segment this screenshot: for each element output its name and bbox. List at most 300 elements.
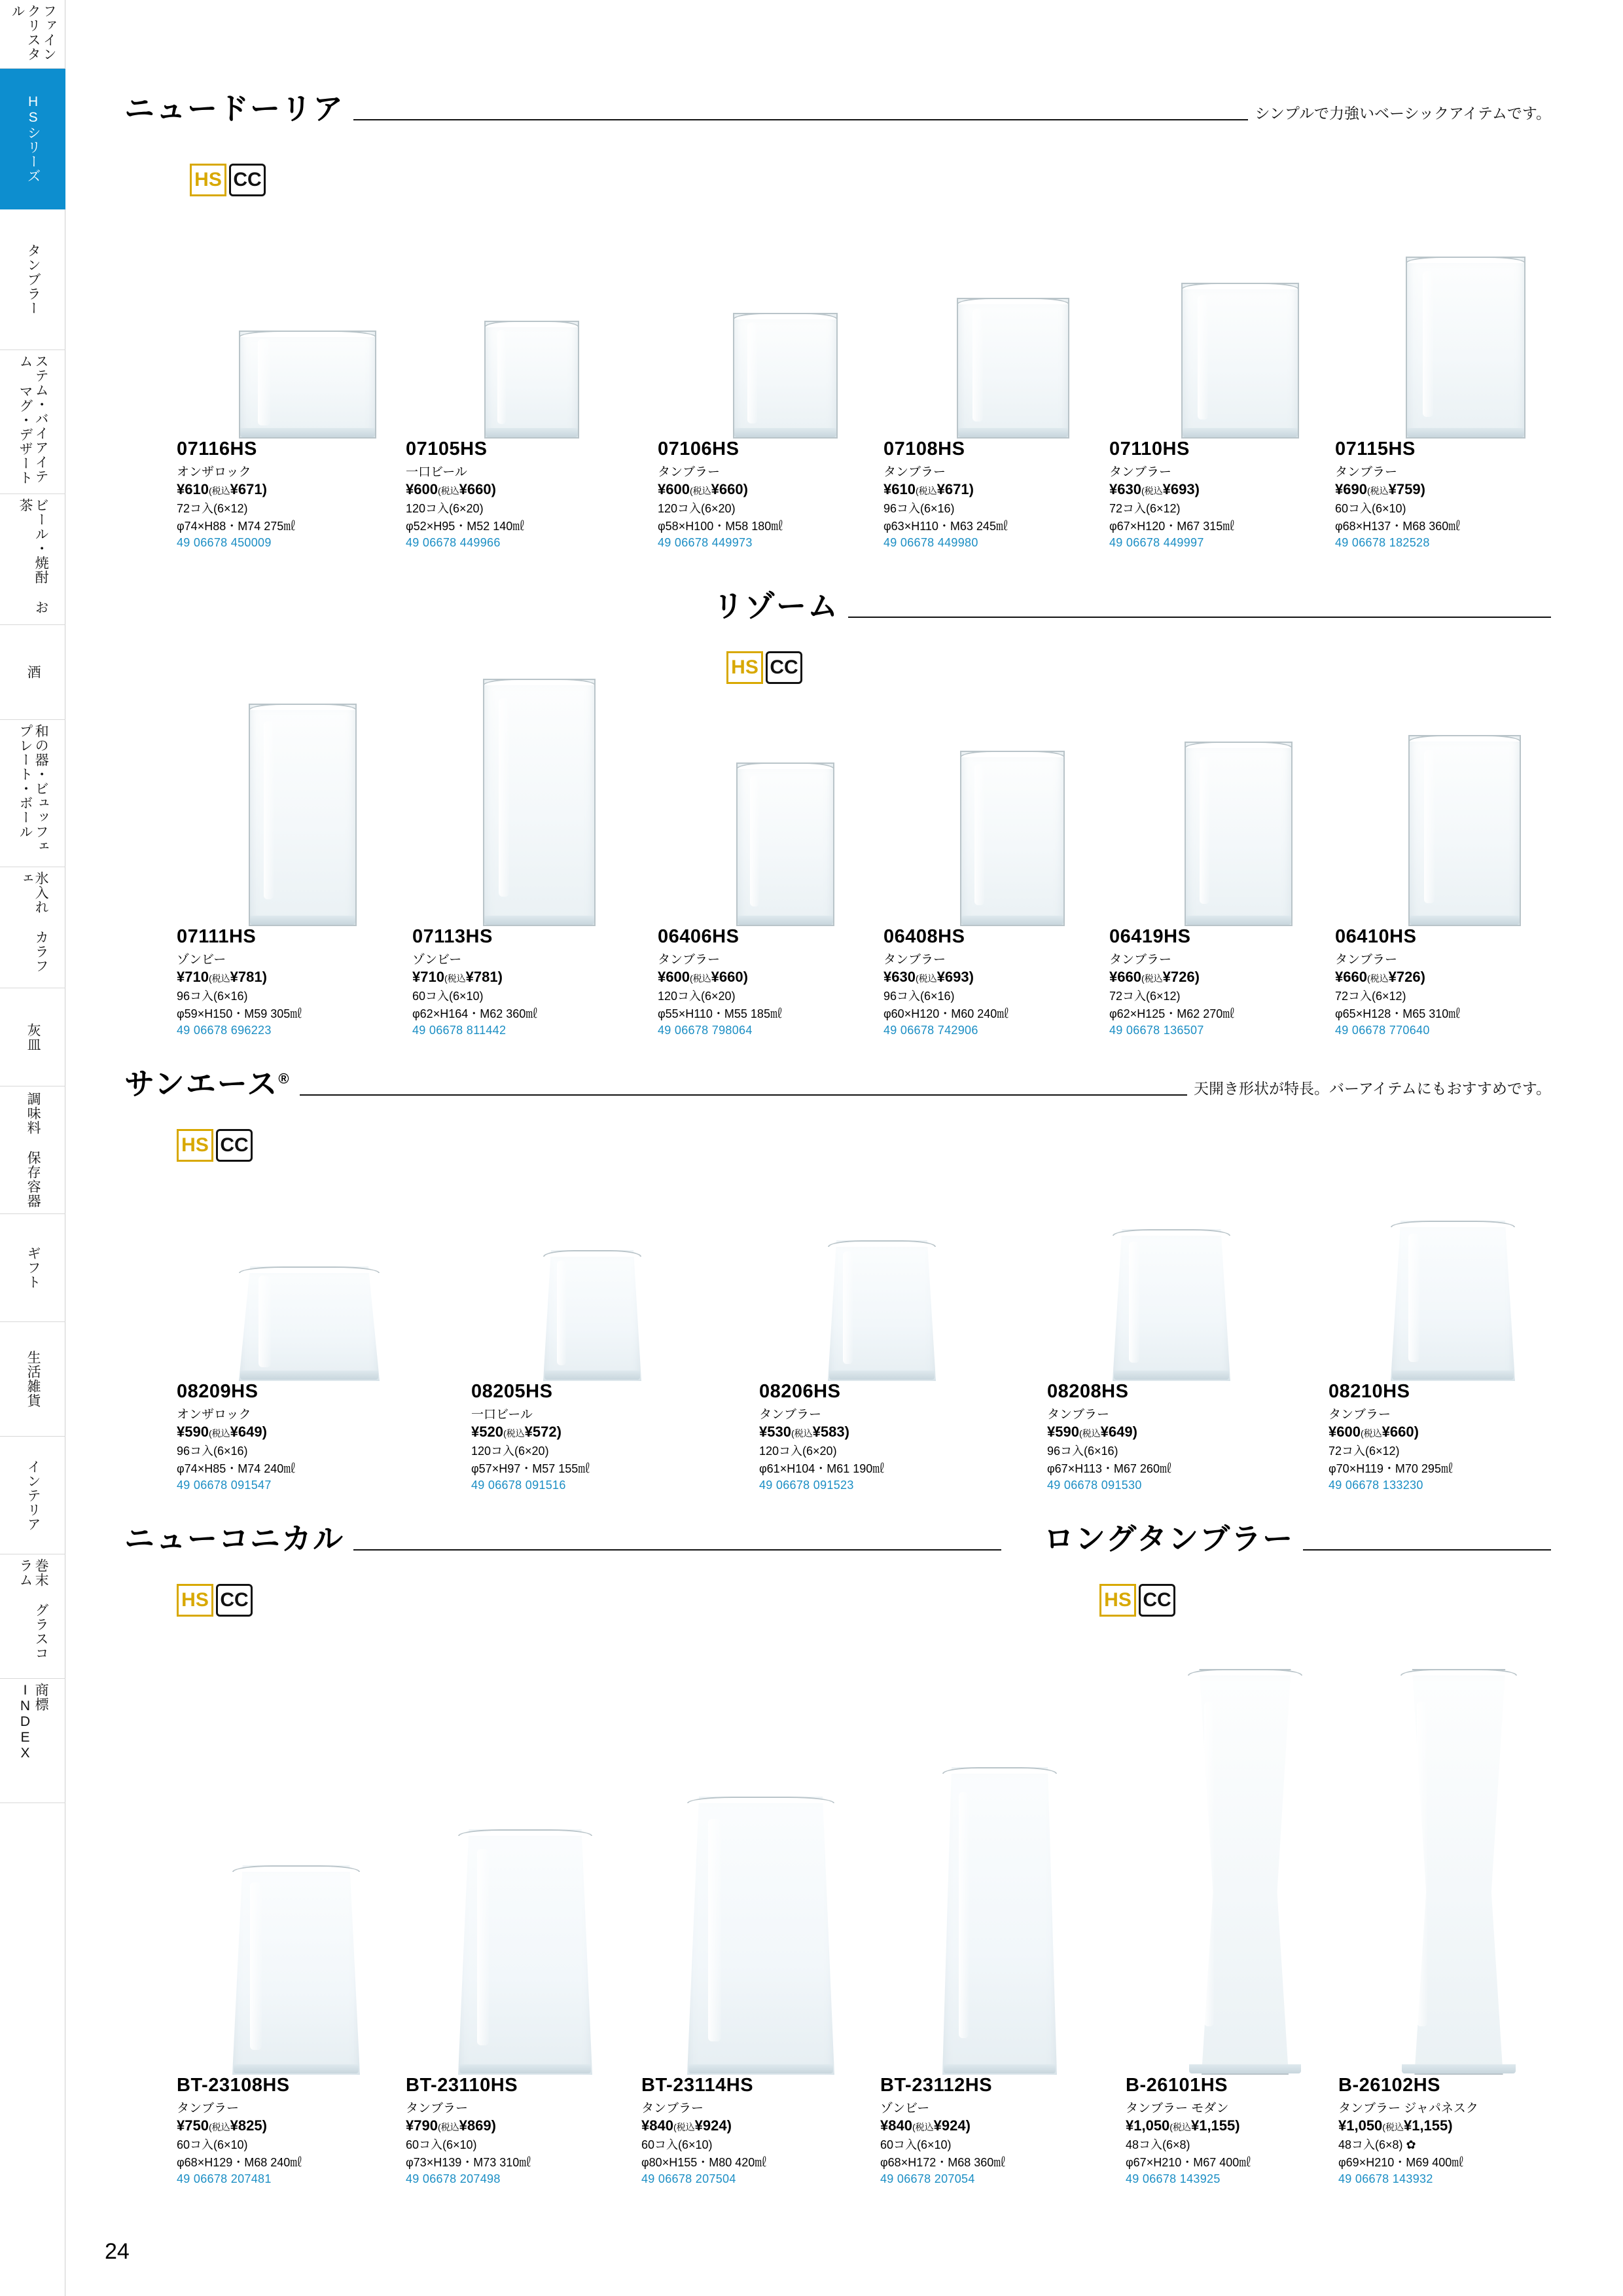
product-kind: 一口ビール <box>406 465 467 479</box>
product-spec: φ55×H110・M55 185㎖ <box>658 1007 782 1020</box>
glass-illustration <box>1188 1669 1302 2075</box>
product-jan: 49 06678 091530 <box>1047 1479 1142 1492</box>
product-pack: 72コ入(6×12) <box>1329 1444 1400 1458</box>
rail-tab-13[interactable] <box>0 1554 65 1679</box>
product-code: 07111HS <box>177 926 257 947</box>
product-image <box>406 1676 654 2075</box>
product-image <box>1335 242 1571 439</box>
product-code: 08205HS <box>471 1381 553 1402</box>
product-code: 08206HS <box>759 1381 841 1402</box>
rail-tab-label: 酒 <box>26 665 41 679</box>
section-header-sun-ace <box>124 1060 1551 1103</box>
rail-tab-11[interactable] <box>0 1322 65 1437</box>
product-spec: φ57×H97・M57 155㎖ <box>471 1462 590 1475</box>
product-code: BT-23112HS <box>880 2075 993 2096</box>
product-image <box>1047 1172 1309 1381</box>
section-rule <box>353 119 1248 120</box>
product-spec: φ58×H100・M58 180㎖ <box>658 520 783 533</box>
product-pack: 72コ入(6×12) <box>1109 990 1181 1003</box>
tax-label: (税込 <box>1141 973 1163 984</box>
product-image <box>1338 1630 1587 2075</box>
product-pack: 48コ入(6×8) ✿ <box>1338 2138 1416 2151</box>
rail-tab-7[interactable] <box>0 867 65 988</box>
glass-illustration <box>1391 1221 1515 1381</box>
rail-tab-label: 和の器・ビュッフェ プレート・ボール <box>18 724 49 853</box>
tax-included-price: ¥759) <box>1388 481 1425 497</box>
price-value: ¥840 <box>880 2117 912 2134</box>
price-value: ¥1,050 <box>1126 2117 1170 2134</box>
product-pack: 120コ入(6×20) <box>658 990 736 1003</box>
product-spec: φ68×H172・M68 360㎖ <box>880 2156 1006 2169</box>
product-jan: 49 06678 207498 <box>406 2172 501 2185</box>
tax-included-price: ¥572) <box>524 1424 562 1440</box>
product-image <box>471 1172 733 1381</box>
product-image <box>883 694 1119 926</box>
tax-label: (税込 <box>915 973 937 984</box>
product-code: BT-23108HS <box>177 2075 290 2096</box>
rail-tab-14[interactable] <box>0 1679 65 1803</box>
price-value: ¥1,050 <box>1338 2117 1383 2134</box>
tax-included-price: ¥649) <box>230 1424 267 1440</box>
product-pack: 60コ入(6×10) <box>1335 502 1406 515</box>
registered-mark: ® <box>278 1070 291 1087</box>
tax-label: (税込 <box>1382 2122 1404 2132</box>
tax-label: (税込 <box>1169 2122 1191 2132</box>
product-price <box>177 1424 438 1441</box>
section-header-long-tumbler <box>1044 1515 1551 1558</box>
product-kind: ゾンビー <box>412 953 462 967</box>
product-pack: 96コ入(6×16) <box>1047 1444 1118 1458</box>
product-spec: φ67×H210・M67 400㎖ <box>1126 2156 1251 2169</box>
product-image <box>412 655 648 926</box>
product-kind: ゾンビー <box>177 953 226 967</box>
price-value: ¥600 <box>658 481 690 497</box>
product-price <box>177 2117 425 2134</box>
product-code: B-26101HS <box>1126 2075 1228 2096</box>
rail-tab-label: 商標 INDEX <box>18 1683 49 1761</box>
price-value: ¥610 <box>883 481 916 497</box>
tax-label: (税込 <box>208 973 230 984</box>
product-price <box>406 481 641 498</box>
price-value: ¥690 <box>1335 481 1367 497</box>
product-jan: 49 06678 449973 <box>658 536 753 549</box>
side-tab-rail <box>0 0 65 2296</box>
product-price <box>880 2117 1129 2134</box>
product-item[interactable] <box>883 242 1119 550</box>
glass-illustration <box>1113 1229 1230 1381</box>
section-header-new-doria <box>124 85 1551 128</box>
product-jan: 49 06678 798064 <box>658 1024 753 1037</box>
product-code: 07106HS <box>658 439 740 459</box>
glass-illustration <box>733 313 838 439</box>
rail-tab-2[interactable] <box>0 209 65 350</box>
price-value: ¥750 <box>177 2117 209 2134</box>
product-code: 06410HS <box>1335 926 1417 947</box>
product-kind: 一口ビール <box>471 1408 533 1422</box>
product-jan: 49 06678 450009 <box>177 536 272 549</box>
tax-label: (税込 <box>791 1428 813 1439</box>
hs-badge: HS <box>190 164 226 196</box>
tax-included-price: ¥781) <box>465 969 503 985</box>
product-item[interactable] <box>1109 242 1345 550</box>
glass-illustration <box>960 751 1065 926</box>
tax-included-price: ¥660) <box>459 481 496 497</box>
product-code: BT-23110HS <box>406 2075 518 2096</box>
rail-tab-5[interactable] <box>0 625 65 720</box>
product-price <box>883 481 1119 498</box>
rail-tab-label: 巻末 グラスコラム <box>18 1558 49 1660</box>
product-item[interactable] <box>471 1172 733 1492</box>
product-item[interactable] <box>177 242 412 550</box>
glass-illustration <box>543 1250 641 1381</box>
product-item[interactable] <box>880 1676 1129 2186</box>
product-image <box>641 1676 890 2075</box>
product-item[interactable] <box>759 1172 1021 1492</box>
product-image <box>883 242 1119 439</box>
section-note: 天開き形状が特長。バーアイテムにもおすすめです。 <box>1193 1080 1551 1097</box>
glass-illustration <box>239 1266 380 1381</box>
product-pack: 60コ入(6×10) <box>880 2138 952 2151</box>
cc-badge: CC <box>766 651 802 684</box>
tax-label: (税込 <box>689 486 711 496</box>
product-pack: 60コ入(6×10) <box>177 2138 248 2151</box>
section-title-text: サンエース <box>124 1067 279 1101</box>
price-value: ¥630 <box>1109 481 1141 497</box>
product-item[interactable] <box>177 1676 425 2186</box>
product-code: 07116HS <box>177 439 257 459</box>
product-pack: 120コ入(6×20) <box>759 1444 837 1458</box>
rail-tab-12[interactable] <box>0 1437 65 1554</box>
product-image <box>177 1172 438 1381</box>
product-pack: 96コ入(6×16) <box>883 502 955 515</box>
product-spec: φ67×H113・M67 260㎖ <box>1047 1462 1171 1475</box>
glass-illustration <box>1406 257 1525 439</box>
tax-included-price: ¥660) <box>1382 1424 1419 1440</box>
tax-included-price: ¥693) <box>1162 481 1200 497</box>
catalog-page <box>65 0 1623 2296</box>
product-kind: タンブラー <box>1047 1408 1110 1422</box>
tax-included-price: ¥649) <box>1100 1424 1137 1440</box>
cc-badge: CC <box>1139 1584 1175 1617</box>
product-jan: 49 06678 136507 <box>1109 1024 1204 1037</box>
product-item[interactable] <box>177 655 412 1037</box>
rail-tab-6[interactable] <box>0 720 65 867</box>
product-kind: タンブラー <box>658 953 721 967</box>
product-spec: φ68×H137・M68 360㎖ <box>1335 520 1461 533</box>
product-jan: 49 06678 449966 <box>406 536 501 549</box>
glass-illustration <box>483 679 596 926</box>
product-price <box>1329 1424 1590 1441</box>
product-jan: 49 06678 449997 <box>1109 536 1204 549</box>
section-rule <box>848 617 1551 618</box>
glass-illustration <box>249 704 357 926</box>
product-price <box>1335 481 1571 498</box>
product-price <box>471 1424 733 1441</box>
rail-tab-label: ギフト <box>26 1246 41 1289</box>
product-item[interactable] <box>658 694 893 1037</box>
product-jan: 49 06678 182528 <box>1335 536 1430 549</box>
rail-tab-label: ファインクリスタル <box>9 4 57 62</box>
hs-badge: HS <box>177 1129 213 1162</box>
product-image <box>1109 694 1345 926</box>
tax-label: (税込 <box>503 1428 525 1439</box>
tax-label: (税込 <box>1079 1428 1101 1439</box>
product-code: 08208HS <box>1047 1381 1129 1402</box>
product-item[interactable] <box>412 655 648 1037</box>
price-value: ¥610 <box>177 481 209 497</box>
product-spec: φ62×H125・M62 270㎖ <box>1109 1007 1235 1020</box>
section-rule <box>1303 1549 1551 1551</box>
tax-included-price: ¥671) <box>230 481 267 497</box>
tax-label: (税込 <box>208 2122 230 2132</box>
price-value: ¥660 <box>1335 969 1367 985</box>
product-kind: タンブラー <box>883 465 946 479</box>
product-price <box>641 2117 890 2134</box>
product-price <box>177 481 412 498</box>
product-pack: 60コ入(6×10) <box>641 2138 713 2151</box>
tax-label: (税込 <box>437 2122 459 2132</box>
product-spec: φ59×H150・M59 305㎖ <box>177 1007 302 1020</box>
product-code: 06419HS <box>1109 926 1191 947</box>
tax-label: (税込 <box>1141 486 1163 496</box>
product-kind: タンブラー <box>1109 953 1172 967</box>
glass-illustration <box>232 1865 360 2075</box>
price-value: ¥840 <box>641 2117 673 2134</box>
product-spec: φ80×H155・M80 420㎖ <box>641 2156 767 2169</box>
price-value: ¥710 <box>412 969 444 985</box>
section-title: ニューコニカル <box>124 1522 344 1556</box>
product-spec: φ74×H85・M74 240㎖ <box>177 1462 296 1475</box>
badges-sun-ace <box>177 1129 253 1162</box>
glass-illustration <box>687 1797 834 2075</box>
product-jan: 49 06678 207504 <box>641 2172 736 2185</box>
product-code: 07105HS <box>406 439 488 459</box>
price-value: ¥600 <box>1329 1424 1361 1440</box>
section-title: ニュードーリア <box>124 92 344 126</box>
product-kind: タンブラー <box>177 2102 240 2115</box>
tax-label: (税込 <box>437 486 459 496</box>
product-price <box>883 969 1119 986</box>
rail-tab-0[interactable] <box>0 0 65 69</box>
rail-tab-label: ステム・バイアイテム マグ・デザート <box>18 354 49 485</box>
product-kind: タンブラー <box>1335 465 1398 479</box>
product-spec: φ73×H139・M73 310㎖ <box>406 2156 531 2169</box>
product-image <box>1335 694 1571 926</box>
product-item[interactable] <box>1047 1172 1309 1492</box>
product-spec: φ61×H104・M61 190㎖ <box>759 1462 885 1475</box>
product-code: 06408HS <box>883 926 965 947</box>
tax-included-price: ¥726) <box>1162 969 1200 985</box>
tax-included-price: ¥781) <box>230 969 267 985</box>
product-item[interactable] <box>1126 1630 1374 2186</box>
price-value: ¥630 <box>883 969 916 985</box>
price-value: ¥520 <box>471 1424 503 1440</box>
section-rule <box>300 1094 1187 1096</box>
glass-illustration <box>828 1240 936 1381</box>
product-price <box>1109 969 1345 986</box>
tax-included-price: ¥869) <box>459 2117 496 2134</box>
product-image <box>658 694 893 926</box>
tax-label: (税込 <box>208 1428 230 1439</box>
rail-tab-9[interactable] <box>0 1086 65 1214</box>
tax-included-price: ¥583) <box>812 1424 849 1440</box>
section-note: シンプルで力強いベーシックアイテムです。 <box>1255 105 1551 122</box>
tax-label: (税込 <box>444 973 466 984</box>
product-pack: 120コ入(6×20) <box>658 502 736 515</box>
product-image <box>1126 1630 1374 2075</box>
price-value: ¥600 <box>406 481 438 497</box>
product-pack: 60コ入(6×10) <box>406 2138 477 2151</box>
product-spec: φ68×H129・M68 240㎖ <box>177 2156 302 2169</box>
rail-tab-8[interactable] <box>0 988 65 1086</box>
badges-rhizome <box>726 651 802 684</box>
cc-badge: CC <box>229 164 266 196</box>
glass-illustration <box>458 1829 592 2075</box>
product-item[interactable] <box>1335 242 1571 550</box>
product-kind: タンブラー <box>641 2102 704 2115</box>
rail-tab-label: 調味料 保存容器 <box>26 1092 41 1208</box>
product-image <box>1109 242 1345 439</box>
product-pack: 96コ入(6×16) <box>177 1444 248 1458</box>
product-code: 07113HS <box>412 926 493 947</box>
product-spec: φ52×H95・M52 140㎖ <box>406 520 525 533</box>
product-jan: 49 06678 449980 <box>883 536 978 549</box>
tax-label: (税込 <box>915 486 937 496</box>
glass-illustration <box>957 298 1069 439</box>
product-jan: 49 06678 091516 <box>471 1479 566 1492</box>
product-item[interactable] <box>641 1676 890 2186</box>
product-spec: φ74×H88・M74 275㎖ <box>177 520 296 533</box>
price-value: ¥710 <box>177 969 209 985</box>
tax-included-price: ¥1,155) <box>1190 2117 1240 2134</box>
product-item[interactable] <box>658 242 893 550</box>
section-header-rhizome <box>713 583 1551 626</box>
tax-label: (税込 <box>1366 973 1389 984</box>
product-pack: 96コ入(6×16) <box>177 990 248 1003</box>
product-image <box>880 1676 1129 2075</box>
product-price <box>1109 481 1345 498</box>
product-price <box>658 969 893 986</box>
product-spec: φ63×H110・M63 245㎖ <box>883 520 1008 533</box>
price-value: ¥600 <box>658 969 690 985</box>
tax-included-price: ¥924) <box>933 2117 971 2134</box>
rail-tab-4[interactable] <box>0 494 65 625</box>
product-jan: 49 06678 091523 <box>759 1479 854 1492</box>
product-pack: 96コ入(6×16) <box>883 990 955 1003</box>
tax-label: (税込 <box>1366 486 1389 496</box>
product-item[interactable] <box>406 1676 654 2186</box>
product-price <box>1047 1424 1309 1441</box>
glass-illustration <box>736 762 834 926</box>
rail-tab-label: インテリア <box>26 1459 41 1532</box>
cc-badge: CC <box>216 1584 253 1617</box>
product-jan: 49 06678 133230 <box>1329 1479 1423 1492</box>
product-price <box>412 969 648 986</box>
product-item[interactable] <box>883 694 1119 1037</box>
tax-included-price: ¥924) <box>694 2117 732 2134</box>
product-jan: 49 06678 143932 <box>1338 2172 1433 2185</box>
glass-illustration <box>1185 742 1293 926</box>
hs-badge: HS <box>1099 1584 1136 1617</box>
product-image <box>1329 1172 1590 1381</box>
section-title: ロングタンブラー <box>1044 1522 1294 1556</box>
product-jan: 49 06678 770640 <box>1335 1024 1430 1037</box>
badges-new-conical <box>177 1584 253 1617</box>
rail-tab-1[interactable] <box>0 69 65 209</box>
product-jan: 49 06678 811442 <box>412 1024 507 1037</box>
tax-included-price: ¥660) <box>711 969 748 985</box>
tax-label: (税込 <box>673 2122 695 2132</box>
product-image <box>177 1676 425 2075</box>
glass-illustration <box>484 321 579 439</box>
tax-included-price: ¥671) <box>936 481 974 497</box>
section-title: リゾーム <box>713 589 839 623</box>
price-value: ¥590 <box>1047 1424 1079 1440</box>
glass-illustration <box>1408 735 1521 926</box>
product-price <box>658 481 893 498</box>
product-jan: 49 06678 742906 <box>883 1024 978 1037</box>
product-kind: タンブラー <box>1335 953 1398 967</box>
rail-tab-3[interactable] <box>0 350 65 494</box>
product-pack: 72コ入(6×12) <box>1335 990 1406 1003</box>
tax-label: (税込 <box>208 486 230 496</box>
product-jan: 49 06678 207481 <box>177 2172 272 2185</box>
product-code: 08209HS <box>177 1381 259 1402</box>
product-kind: タンブラー <box>1329 1408 1391 1422</box>
product-price <box>1126 2117 1374 2134</box>
product-item[interactable] <box>1329 1172 1590 1492</box>
section-header-new-conical <box>124 1515 1001 1558</box>
product-kind: タンブラー <box>883 953 946 967</box>
product-item[interactable] <box>1338 1630 1587 2186</box>
product-kind: オンザロック <box>177 465 251 479</box>
product-kind: ゾンビー <box>880 2102 930 2115</box>
product-pack: 120コ入(6×20) <box>406 502 484 515</box>
price-value: ¥790 <box>406 2117 438 2134</box>
tax-label: (税込 <box>689 973 711 984</box>
tax-included-price: ¥726) <box>1388 969 1425 985</box>
product-jan: 49 06678 207054 <box>880 2172 975 2185</box>
rail-tab-10[interactable] <box>0 1214 65 1322</box>
product-item[interactable] <box>177 1172 438 1492</box>
product-code: 06406HS <box>658 926 740 947</box>
product-kind: オンザロック <box>177 1408 251 1422</box>
product-spec: φ60×H120・M60 240㎖ <box>883 1007 1009 1020</box>
rail-tab-label: 氷入れ カラフェ <box>18 871 49 973</box>
product-code: 07115HS <box>1335 439 1416 459</box>
product-pack: 48コ入(6×8) <box>1126 2138 1190 2151</box>
product-image <box>177 242 412 439</box>
product-item[interactable] <box>406 242 641 550</box>
product-kind: タンブラー <box>759 1408 822 1422</box>
product-code: 07110HS <box>1109 439 1190 459</box>
product-image <box>406 242 641 439</box>
product-pack: 72コ入(6×12) <box>1109 502 1181 515</box>
product-pack: 60コ入(6×10) <box>412 990 484 1003</box>
product-spec: φ65×H128・M65 310㎖ <box>1335 1007 1461 1020</box>
product-spec: φ67×H120・M67 315㎖ <box>1109 520 1235 533</box>
product-code: 08210HS <box>1329 1381 1410 1402</box>
glass-illustration <box>942 1767 1057 2075</box>
tax-label: (税込 <box>1360 1428 1382 1439</box>
product-jan: 49 06678 696223 <box>177 1024 272 1037</box>
product-item[interactable] <box>1109 694 1345 1037</box>
product-item[interactable] <box>1335 694 1571 1037</box>
product-kind: タンブラー モダン <box>1126 2102 1229 2115</box>
section-rule <box>353 1549 1001 1551</box>
tax-included-price: ¥693) <box>936 969 974 985</box>
price-value: ¥660 <box>1109 969 1141 985</box>
